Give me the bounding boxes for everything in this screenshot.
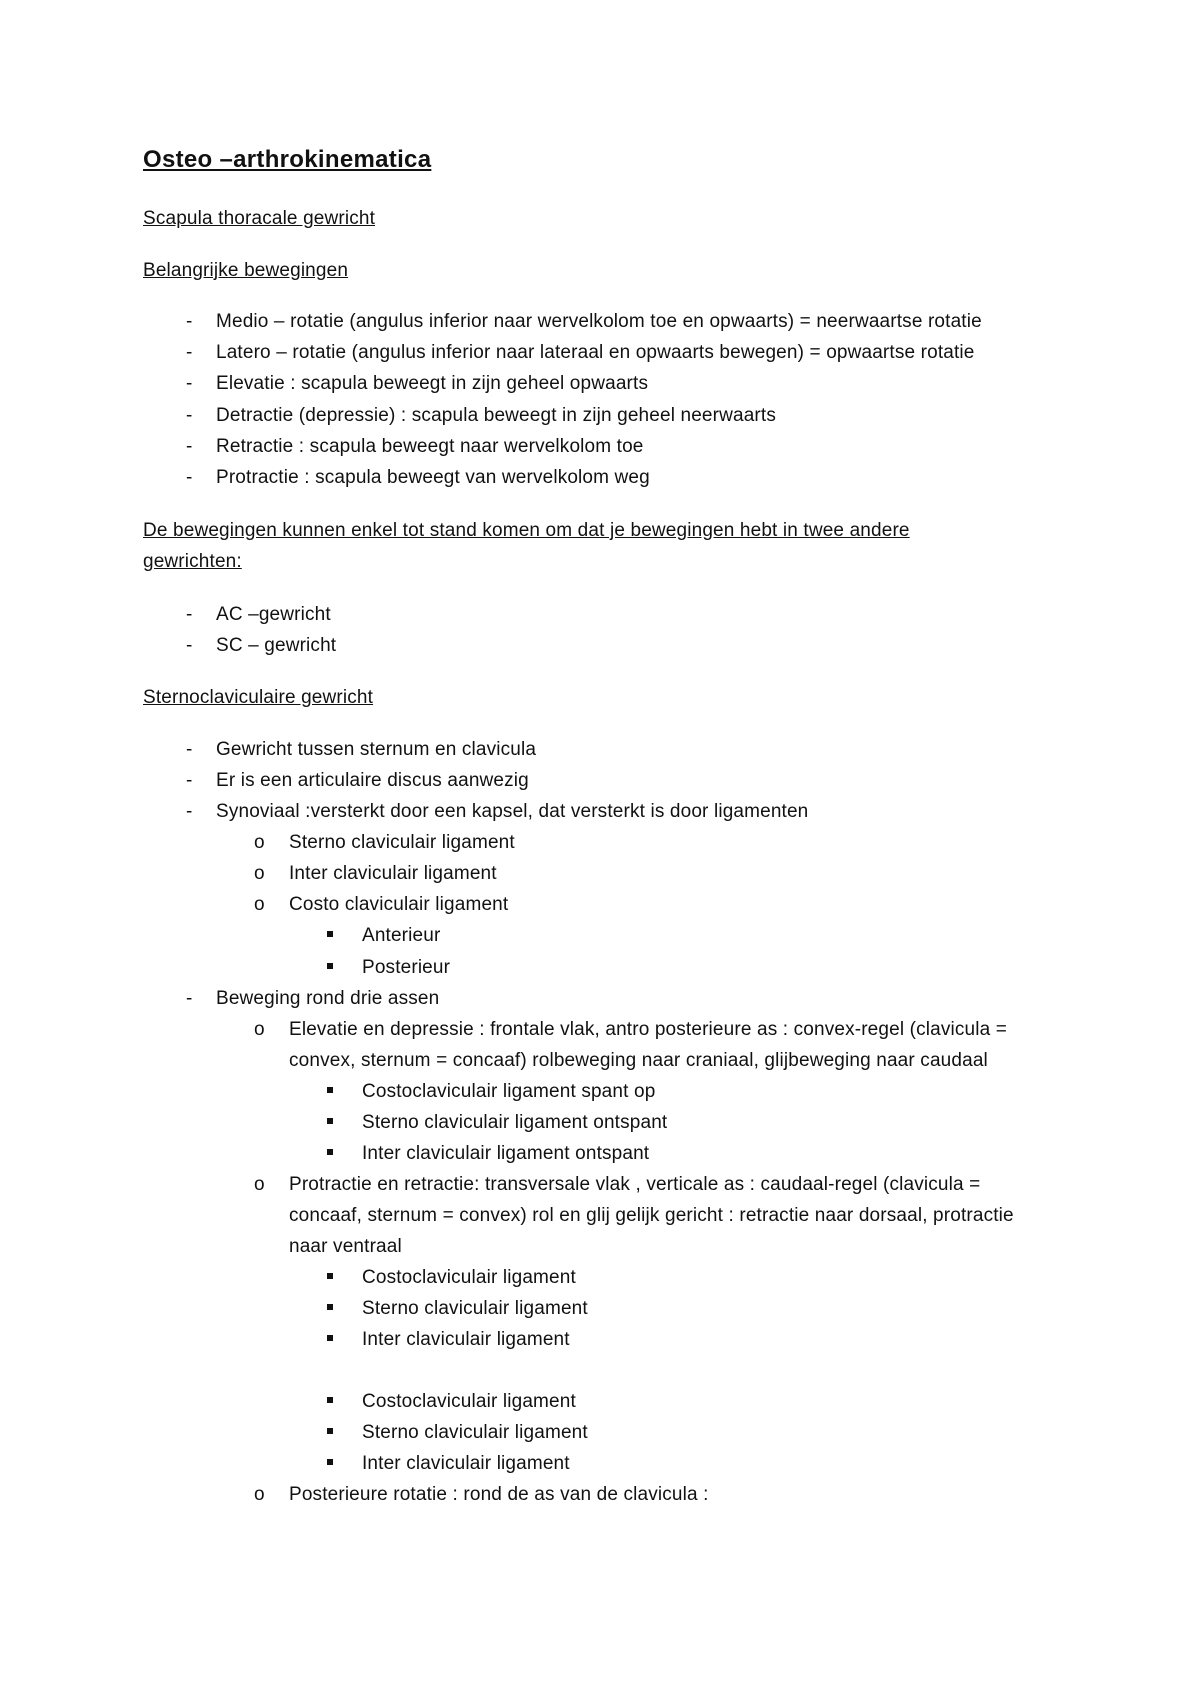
- dash-bullet: -: [186, 436, 193, 457]
- square-bullet-icon: [327, 963, 333, 969]
- list-item: Protractie : scapula beweegt van wervelkolom weg: [216, 467, 650, 488]
- square-bullet-icon: [327, 1149, 333, 1155]
- circle-bullet: o: [254, 1019, 265, 1040]
- list-item: Costoclaviculair ligament: [362, 1267, 576, 1288]
- dash-bullet: -: [186, 739, 193, 760]
- dash-bullet: -: [186, 467, 193, 488]
- list-item: Costoclaviculair ligament: [362, 1391, 576, 1412]
- list-item: Anterieur: [362, 925, 441, 946]
- subheading-depend-line2: gewrichten:: [143, 551, 242, 572]
- list-item: Er is een articulaire discus aanwezig: [216, 770, 529, 791]
- list-item: Inter claviculair ligament: [289, 863, 497, 884]
- circle-bullet: o: [254, 1484, 265, 1505]
- circle-bullet: o: [254, 832, 265, 853]
- square-bullet-icon: [327, 1304, 333, 1310]
- subheading-depend-line1: De bewegingen kunnen enkel tot stand komen om dat je bewegingen hebt in twee andere: [143, 520, 910, 541]
- list-item: Detractie (depressie) : scapula beweegt in zijn geheel neerwaarts: [216, 405, 776, 426]
- square-bullet-icon: [327, 1459, 333, 1465]
- list-item: Elevatie en depressie : frontale vlak, antro posterieure as : convex-regel (clavicula =: [289, 1019, 1007, 1040]
- square-bullet-icon: [327, 1273, 333, 1279]
- list-item: Inter claviculair ligament ontspant: [362, 1143, 650, 1164]
- list-item: AC –gewricht: [216, 604, 331, 625]
- square-bullet-icon: [327, 1397, 333, 1403]
- square-bullet-icon: [327, 1335, 333, 1341]
- list-item: Costo claviculair ligament: [289, 894, 509, 915]
- square-bullet-icon: [327, 1118, 333, 1124]
- dash-bullet: -: [186, 311, 193, 332]
- circle-bullet: o: [254, 894, 265, 915]
- list-item: Inter claviculair ligament: [362, 1329, 570, 1350]
- list-item: Costoclaviculair ligament spant op: [362, 1081, 656, 1102]
- square-bullet-icon: [327, 1087, 333, 1093]
- list-item-continuation: naar ventraal: [289, 1236, 402, 1257]
- list-item: Sterno claviculair ligament: [362, 1298, 588, 1319]
- list-item: Beweging rond drie assen: [216, 988, 440, 1009]
- list-item: Gewricht tussen sternum en clavicula: [216, 739, 537, 760]
- list-item: Inter claviculair ligament: [362, 1453, 570, 1474]
- dash-bullet: -: [186, 801, 193, 822]
- list-item: Protractie en retractie: transversale vlak , verticale as : caudaal-regel (clavicula =: [289, 1174, 981, 1195]
- list-item-continuation: concaaf, sternum = convex) rol en glij gelijk gericht : retractie naar dorsaal, protractie: [289, 1205, 1014, 1226]
- circle-bullet: o: [254, 1174, 265, 1195]
- list-item-continuation: convex, sternum = concaaf) rolbeweging naar craniaal, glijbeweging naar caudaal: [289, 1050, 988, 1071]
- list-item: Elevatie : scapula beweegt in zijn geheel opwaarts: [216, 373, 649, 394]
- list-item: Latero – rotatie (angulus inferior naar lateraal en opwaarts bewegen) = opwaartse rotatie: [216, 342, 975, 363]
- square-bullet-icon: [327, 1428, 333, 1434]
- list-item: Retractie : scapula beweegt naar wervelkolom toe: [216, 436, 644, 457]
- dash-bullet: -: [186, 342, 193, 363]
- list-item: Sterno claviculair ligament ontspant: [362, 1112, 668, 1133]
- dash-bullet: -: [186, 604, 193, 625]
- section-heading-scapula: Scapula thoracale gewricht: [143, 208, 376, 229]
- dash-bullet: -: [186, 635, 193, 656]
- list-item: SC – gewricht: [216, 635, 337, 656]
- dash-bullet: -: [186, 770, 193, 791]
- list-item: Synoviaal :versterkt door een kapsel, dat versterkt is door ligamenten: [216, 801, 809, 822]
- subheading-belangrijke: Belangrijke bewegingen: [143, 260, 349, 281]
- list-item: Sterno claviculair ligament: [362, 1422, 588, 1443]
- circle-bullet: o: [254, 863, 265, 884]
- dash-bullet: -: [186, 373, 193, 394]
- list-item: Posterieure rotatie : rond de as van de clavicula :: [289, 1484, 709, 1505]
- dash-bullet: -: [186, 405, 193, 426]
- section-heading-sternoclaviculaire: Sternoclaviculaire gewricht: [143, 687, 374, 708]
- list-item: Sterno claviculair ligament: [289, 832, 515, 853]
- dash-bullet: -: [186, 988, 193, 1009]
- list-item: Medio – rotatie (angulus inferior naar wervelkolom toe en opwaarts) = neerwaartse rotatie: [216, 311, 982, 332]
- list-item: Posterieur: [362, 957, 451, 978]
- square-bullet-icon: [327, 931, 333, 937]
- page-title: Osteo –arthrokinematica: [143, 146, 432, 173]
